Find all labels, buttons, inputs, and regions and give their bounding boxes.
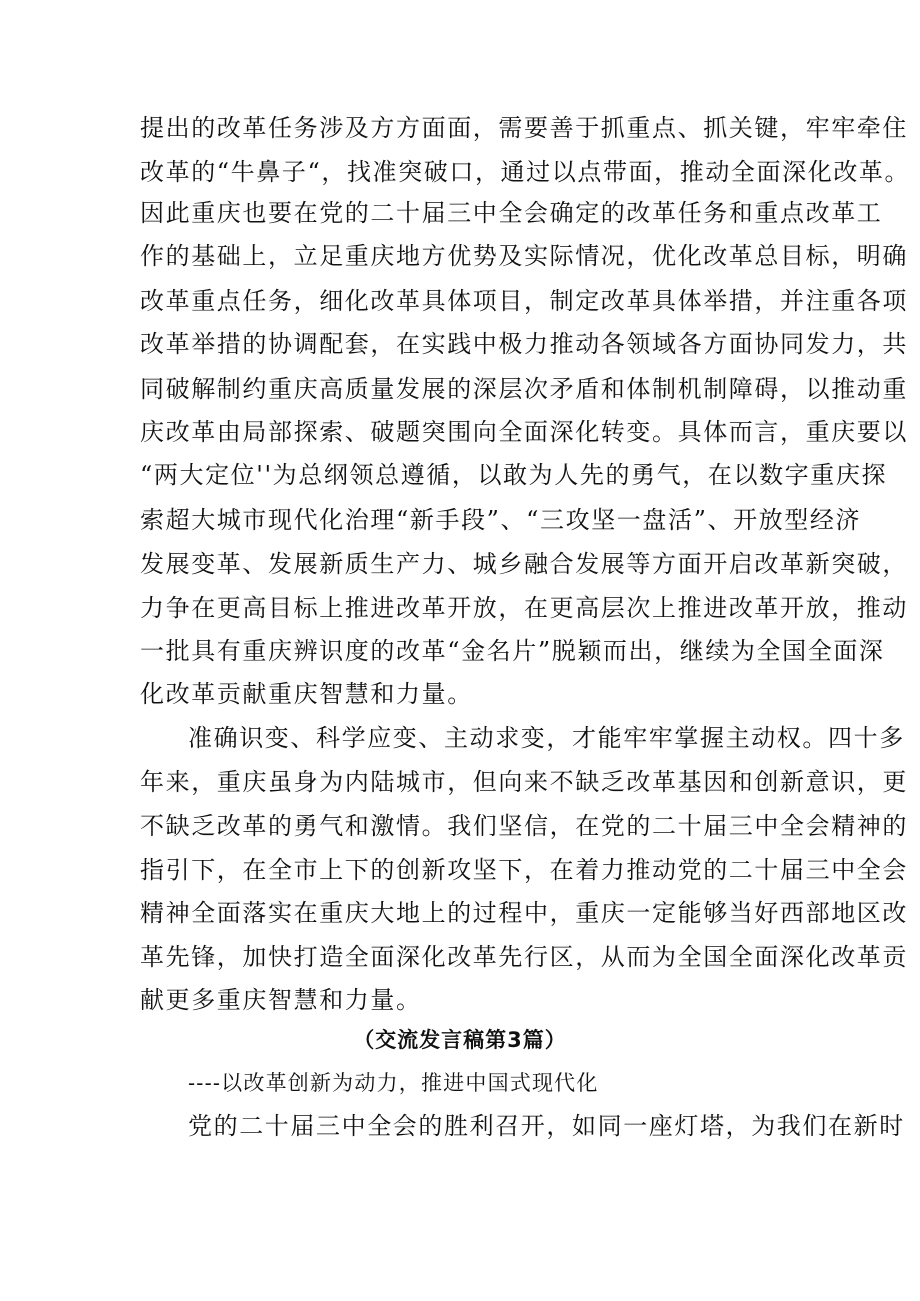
paragraph-1-line: 改革的“牛鼻子“，找准突破口，通过以点带面，推动全面深化改革。 [140,158,911,186]
paragraph-1-line: “两大定位''为总纲领总遵循，以敢为人先的勇气，在以数字重庆探 [140,461,888,489]
paragraph-1-line: 力争在更高目标上推进改革开放，在更高层次上推进改革开放，推动 [140,594,908,622]
paragraph-2-line: 不缺乏改革的勇气和激情。我们坚信，在党的二十届三中全会精神的 [140,812,908,840]
paragraph-3-line: 党的二十届三中全会的胜利召开，如同一座灯塔，为我们在新时 [188,1112,905,1140]
paragraph-1-line: 改革重点任务，细化改革具体项目，制定改革具体举措，并注重各项 [140,287,908,315]
paragraph-1-line: 索超大城市现代化治理“新手段”、“三攻坚一盘活”、开放型经济 [140,506,862,534]
paragraph-2-line: 年来，重庆虽身为内陆城市，但向来不缺乏改革基因和创新意识，更 [140,768,908,796]
section-heading: （交流发言稿第3篇） [353,1028,567,1052]
paragraph-1-line: 因此重庆也要在党的二十届三中全会确定的改革任务和重点改革工 [140,199,883,227]
paragraph-2-line: 革先锋，加快打造全面深化改革先行区，从而为全国全面深化改革贡 [140,943,908,971]
paragraph-1-line: 一批具有重庆辨识度的改革“金名片”脱颖而出，继续为全国全面深 [140,637,885,665]
paragraph-1-line: 作的基础上，立足重庆地方优势及实际情况，优化改革总目标，明确 [140,242,908,270]
paragraph-1-line: 发展变革、发展新质生产力、城乡融合发展等方面开启改革新突破， [140,550,908,578]
paragraph-2-line: 准确识变、科学应变、主动求变，才能牢牢掌握主动权。四十多 [188,724,905,752]
paragraph-1-line: 改革举措的协调配套，在实践中极力推动各领域各方面协同发力，共 [140,330,908,358]
paragraph-1-line: 同破解制约重庆高质量发展的深层次矛盾和体制机制障碍，以推动重 [140,375,908,403]
paragraph-2-line: 指引下，在全市上下的创新攻坚下，在着力推动党的二十届三中全会 [140,856,908,884]
paragraph-2-line: 精神全面落实在重庆大地上的过程中，重庆一定能够当好西部地区改 [140,899,908,927]
paragraph-1-line: 提出的改革任务涉及方方面面，需要善于抓重点、抓关键，牢牢牵住 [140,114,908,142]
paragraph-1-line: 庆改革由局部探索、破题突围向全面深化转变。具体而言，重庆要以 [140,418,908,446]
subtitle: ----以改革创新为动力，推进中国式现代化 [188,1071,599,1095]
paragraph-1-line: 化改革贡献重庆智慧和力量。 [140,680,473,708]
paragraph-2-line: 献更多重庆智慧和力量。 [140,986,422,1014]
